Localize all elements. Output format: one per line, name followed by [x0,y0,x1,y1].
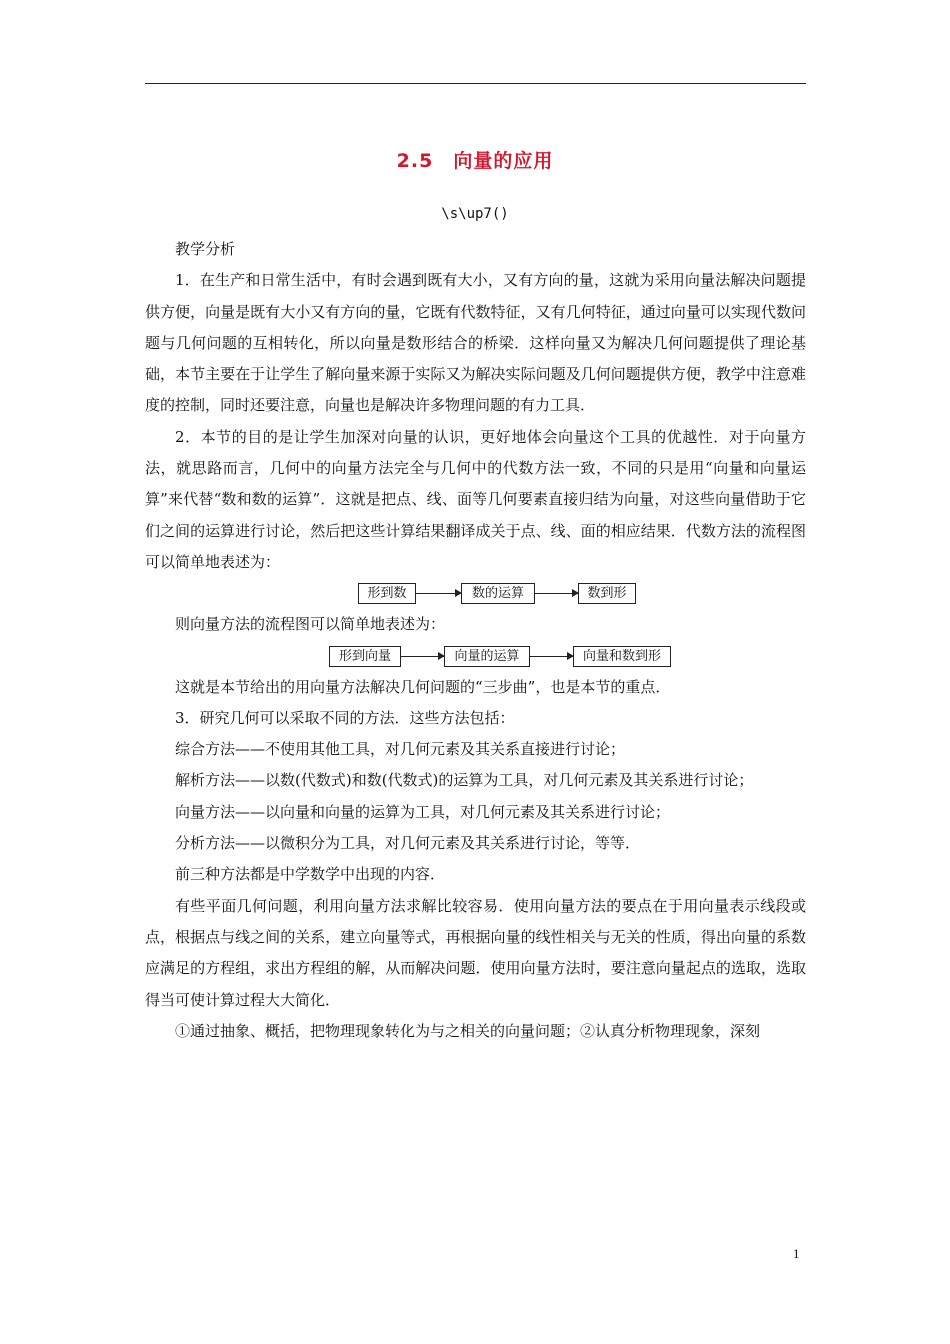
page-number: 1 [793,1246,800,1261]
paragraph: 1．在生产和日常生活中，有时会遇到既有大小，又有方向的量，这就为采用向量法解决问题提供方便，向量是既有大小又有方向的量，它既有代数特征，又有几何特征，通过向量可以实现代数问题与几何问题的互相转化，所以向量是数形结合的桥梁．这样向量又为解决几何问题提供了理论基础，本节主要在于让学生了解向量来源于实际又为解决实际问题及几何问题提供方便，教学中注意难度的控制，同时还要注意，向量也是解决许多物理问题的有力工具． [145,271,806,415]
header-rule [145,83,806,84]
paragraph: 则向量方法的流程图可以简单地表述为： [175,615,446,634]
vector-flowchart [145,641,806,672]
section-label: 教学分析 [175,240,236,258]
field-code-text: \s\up7() [441,206,509,222]
flow-arrow-icon [416,593,461,594]
flow-box: 数的运算 [461,583,535,604]
paragraph: 解析方法——以数(代数式)和数(代数式)的运算为工具，对几何元素及其关系进行讨论； [175,771,754,790]
paragraph: 分析方法——以微积分为工具，对几何元素及其关系进行讨论，等等． [175,834,641,853]
flow-arrow-icon [535,593,578,594]
paragraph: 2．本节的目的是让学生加深对向量的认识，更好地体会向量这个工具的优越性．对于向量方法，就思路而言，几何中的向量方法完全与几何中的代数方法一致，不同的只是用“向量和向量运算”来代替“数和数的运算”．这就是把点、线、面等几何要素直接归结为向量，对这些向量借助于它们之间的运算进行讨论，然后把这些计算结果翻译成关于点、线、面的相应结果．代数方法的流程图可以简单地表述为： [145,427,806,571]
paragraph: 这就是本节给出的用向量方法解决几何问题的“三步曲”，也是本节的重点． [175,677,671,696]
paragraph: 3．研究几何可以采取不同的方法．这些方法包括： [175,708,515,727]
paragraph: 前三种方法都是中学数学中出现的内容． [175,865,446,884]
flow-arrow-icon [401,656,444,657]
flow-box: 形到向量 [329,646,401,667]
paragraph: 向量方法——以向量和向量的运算为工具，对几何元素及其关系进行讨论； [175,802,671,821]
flow-box: 数到形 [578,583,636,604]
paragraph: 综合方法——不使用其他工具，对几何元素及其关系直接进行讨论； [175,740,626,759]
flow-box: 向量和数到形 [573,646,671,667]
flow-arrow-icon [530,656,573,657]
flow-box: 向量的运算 [444,646,530,667]
page-title: 2.5 向量的应用 [396,150,554,172]
document-body [145,234,806,1047]
flow-box: 形到数 [358,583,416,604]
algebra-flowchart [145,578,806,609]
paragraph: 有些平面几何问题，利用向量方法求解比较容易．使用向量方法的要点在于用向量表示线段或点，根据点与线之间的关系，建立向量等式，再根据向量的线性相关与无关的性质，得出向量的系数应满足的方程组，求出方程组的解，从而解决问题．使用向量方法时，要注意向量起点的选取，选取得当可使计算过程大大简化． [145,896,806,1009]
paragraph: ①通过抽象、概括，把物理现象转化为与之相关的向量问题；②认真分析物理现象，深刻 [175,1021,761,1040]
